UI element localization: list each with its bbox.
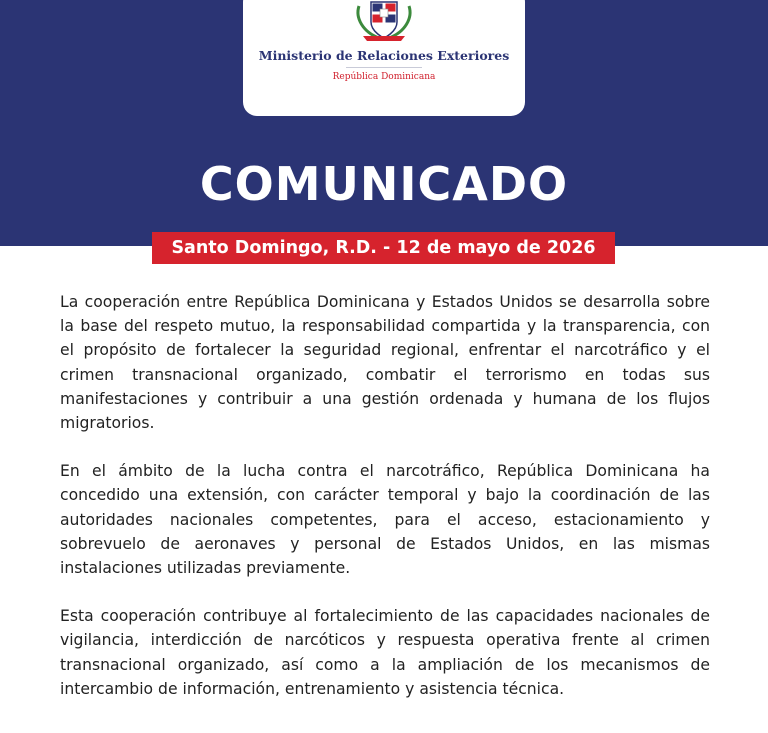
statement-body bbox=[60, 290, 710, 725]
paragraph: En el ámbito de la lucha contra el narcotráfico, República Dominicana ha concedido una extensión, con carácter temporal y bajo la coordinación de las autoridades nacionales competentes, para el acceso, estacionamiento y sobrevuelo de aeronaves y personal de Estados Unidos, en las mismas instalaciones utilizadas previamente. bbox=[60, 462, 710, 578]
paragraph: La cooperación entre República Dominicana y Estados Unidos se desarrolla sobre la base del respeto mutuo, la responsabilidad compartida y la transparencia, con el propósito de fortalecer la seguridad regional, enfrentar el narcotráfico y el crimen transnacional organizado, combatir el terrorismo en todas sus manifestaciones y contribuir a una gestión ordenada y humana de los flujos migratorios. bbox=[60, 293, 710, 433]
country-name: República Dominicana bbox=[332, 72, 436, 82]
divider bbox=[346, 67, 422, 68]
page-title: COMUNICADO bbox=[199, 157, 569, 211]
coat-of-arms-icon bbox=[349, 0, 419, 42]
paragraph: Esta cooperación contribuye al fortalecimiento de las capacidades nacionales de vigilancia, interdicción de narcóticos y respuesta operativa frente al crimen transnacional organizado, así como a la ampliación de los mecanismos de intercambio de información, entrenamiento y asistencia técnica. bbox=[60, 607, 710, 698]
dateline-badge: Santo Domingo, R.D. - 12 de mayo de 2026 bbox=[152, 232, 615, 264]
ministry-name: Ministerio de Relaciones Exteriores bbox=[258, 48, 510, 63]
